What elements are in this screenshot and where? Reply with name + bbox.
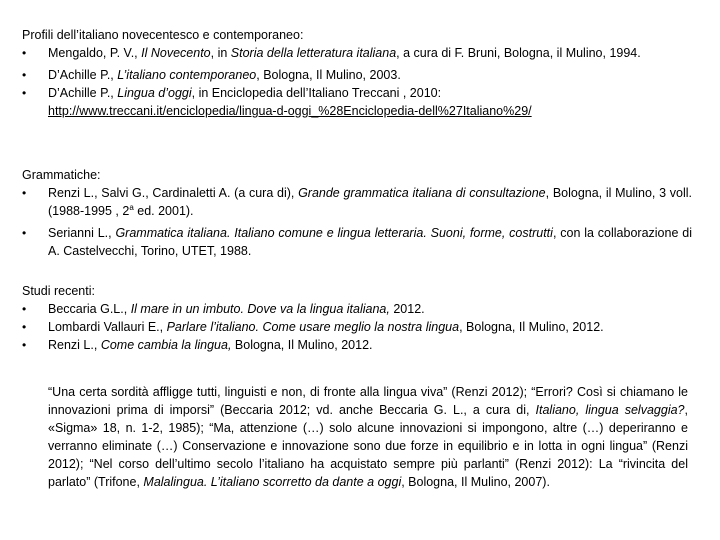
quote-text: , «Sigma» 18, n. 1-2, 1985); “Ma, attenzione (…) solo alcune innovazioni si impongono, altre (…) deperiranno e verranno eliminate (…) Conservazione e innovazione sono due forze in equilibrio e in lotta in ogni lingua” (Renzi 2012); “Nel corso dell’ultimo secolo l’italiano ha acquistato sempre più parlanti” (Renzi 2012): La “rivincita del parlato” (Trifone, — [48, 403, 688, 489]
ordinal-sup: a — [129, 202, 134, 212]
bullet: • — [22, 338, 27, 352]
ref-title: Lingua d’oggi — [117, 86, 192, 100]
quote-text: , Bologna, Il Mulino, 2007). — [401, 475, 550, 489]
ref-title: Il mare in un imbuto. Dove va la lingua italiana, — [130, 302, 390, 316]
ref-text: Bologna, Il Mulino, 2012. — [231, 338, 373, 352]
ref-title: Grande grammatica italiana di consultazione — [298, 186, 546, 200]
bullet: • — [22, 46, 27, 60]
ref-author: Beccaria G.L., — [48, 302, 131, 316]
quote-paragraph — [48, 383, 688, 491]
ref-author: D’Achille P., — [48, 86, 118, 100]
ref-text: 2012. — [389, 302, 425, 316]
ref-title: Il Novecento — [141, 46, 211, 60]
section-studi-recenti — [22, 282, 692, 354]
quote-title: Italiano, lingua selvaggia? — [535, 403, 685, 417]
ref-author: Renzi L., — [48, 338, 101, 352]
list-item — [22, 66, 692, 84]
bullet: • — [22, 226, 27, 240]
ref-text: , Bologna, Il Mulino, 2003. — [256, 68, 401, 82]
treccani-link[interactable]: http://www.treccani.it/enciclopedia/lingua-d-oggi_%28Enciclopedia-dell%27Italiano%29/ — [48, 104, 532, 118]
ref-author: Serianni L., — [48, 226, 116, 240]
list-item — [22, 44, 692, 62]
ref-text: , con la collaborazione di A. Castelvecchi, Torino, UTET, 1988. — [48, 226, 692, 258]
list-item — [22, 184, 692, 220]
section-profili — [22, 26, 692, 120]
bullet: • — [22, 186, 27, 200]
bullet: • — [22, 302, 27, 316]
ref-author: Mengaldo, P. V., — [48, 46, 142, 60]
ref-author: Renzi L., Salvi G., Cardinaletti A. (a cura di), — [48, 186, 299, 200]
list-item — [22, 318, 692, 336]
ref-title: L’italiano contemporaneo — [117, 68, 257, 82]
ref-title: Storia della letteratura italiana — [230, 46, 397, 60]
bullet: • — [22, 320, 27, 334]
bullet: • — [22, 68, 27, 82]
ref-title: Come cambia la lingua, — [100, 338, 232, 352]
ref-author: D’Achille P., — [48, 68, 118, 82]
ref-text: , Bologna, il Mulino, 3 voll. (1988-1995 , 2 — [48, 186, 692, 218]
list-item — [22, 300, 692, 318]
section-grammatiche — [22, 166, 692, 260]
ref-text: , a cura di F. Bruni, Bologna, il Mulino, 1994. — [396, 46, 641, 60]
ref-title: Parlare l’italiano. Come usare meglio la nostra lingua — [166, 320, 460, 334]
ref-title: Grammatica italiana. Italiano comune e lingua letteraria. Suoni, forme, costrutti — [115, 226, 553, 240]
section-heading: Studi recenti: — [22, 284, 95, 298]
list-item — [22, 224, 692, 260]
quote-text: “Una certa sordità affligge tutti, linguisti e non, di fronte alla lingua viva” (Renzi 2012); “Errori? Così si chiamano le innovazioni prima di imporsi” (Beccaria 2012; vd. anche Beccaria G. L., a cura di, — [48, 385, 688, 417]
section-heading: Grammatiche: — [22, 168, 101, 182]
ref-text: , in Enciclopedia dell’Italiano Treccani , 2010: — [191, 86, 442, 100]
ref-author: Lombardi Vallauri E., — [48, 320, 167, 334]
list-item — [22, 336, 692, 354]
list-item — [22, 84, 692, 120]
ref-text: , Bologna, Il Mulino, 2012. — [459, 320, 604, 334]
section-heading: Profili dell’italiano novecentesco e contemporaneo: — [22, 28, 304, 42]
ref-text: ed. 2001). — [133, 204, 194, 218]
quote-title: Malalingua. L’italiano scorretto da dante a oggi — [143, 475, 402, 489]
bullet: • — [22, 86, 27, 100]
ref-text: , in — [210, 46, 231, 60]
